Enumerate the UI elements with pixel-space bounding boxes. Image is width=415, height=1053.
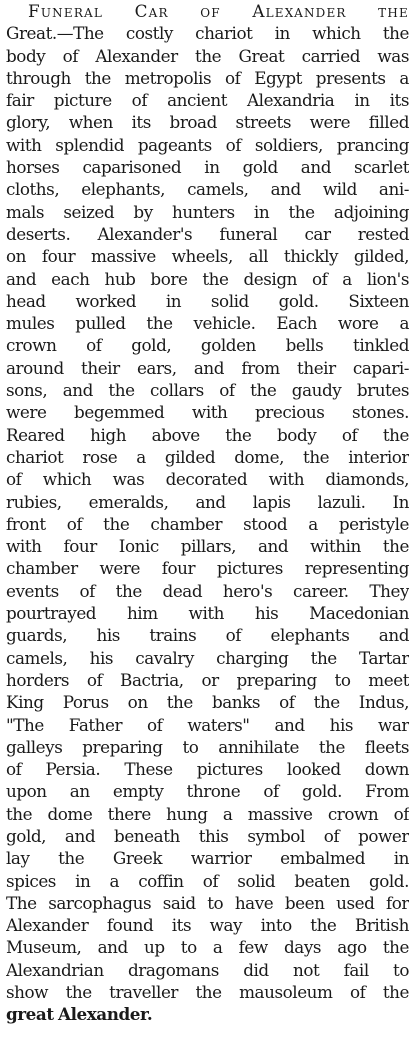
article-line: events of the dead hero's career. They <box>6 580 409 601</box>
article-line: front of the chamber stood a peristyle <box>6 513 409 534</box>
article-line: on four massive wheels, all thickly gilded, <box>6 246 409 267</box>
article-line: through the metropolis of Egypt presents a <box>6 67 409 88</box>
article-line: of which was decorated with diamonds, <box>6 469 409 490</box>
article-line: glory, when its broad streets were filled <box>6 112 409 133</box>
article-line: The sarcophagus said to have been used for <box>6 892 409 913</box>
article-line: horders of Bactria, or preparing to meet <box>6 669 409 690</box>
article-line: the dome there hung a massive crown of <box>6 803 409 824</box>
article-line: pourtrayed him with his Macedonian <box>6 603 409 624</box>
article-line: horses caparisoned in gold and scarlet <box>6 157 409 178</box>
article-line: King Porus on the banks of the Indus, <box>6 692 409 713</box>
article-line: of Persia. These pictures looked down <box>6 759 409 780</box>
article-line: Alexander found its way into the British <box>6 915 409 936</box>
article-line: guards, his trains of elephants and <box>6 625 409 646</box>
article-line: great Alexander. <box>6 1004 153 1025</box>
article-line: chamber were four pictures representing <box>6 558 409 579</box>
article-line: cloths, elephants, camels, and wild ani- <box>6 179 409 200</box>
article-line: with four Ionic pillars, and within the <box>6 536 409 557</box>
article-line: fair picture of ancient Alexandria in its <box>6 90 409 111</box>
article-line: chariot rose a gilded dome, the interior <box>6 446 409 467</box>
article-line: deserts. Alexander's funeral car rested <box>6 223 409 244</box>
article-line: Great.—The costly chariot in which the <box>6 23 409 44</box>
article-line: rubies, emeralds, and lapis lazuli. In <box>6 491 409 512</box>
article-line: Funeral Car of Alexander the <box>28 1 409 21</box>
article-line: Museum, and up to a few days ago the <box>6 937 409 958</box>
article-line: with splendid pageants of soldiers, prancing <box>6 134 409 155</box>
article-line: sons, and the collars of the gaudy brutes <box>6 380 409 401</box>
article-line: around their ears, and from their capari- <box>6 357 409 378</box>
article-line: Reared high above the body of the <box>6 424 409 445</box>
article-line: mals seized by hunters in the adjoining <box>6 201 409 222</box>
article-line: camels, his cavalry charging the Tartar <box>6 647 409 668</box>
article-line: head worked in solid gold. Sixteen <box>6 290 409 311</box>
article-line: upon an empty throne of gold. From <box>6 781 409 802</box>
article-line: were begemmed with precious stones. <box>6 402 409 423</box>
article-line: mules pulled the vehicle. Each wore a <box>6 313 409 334</box>
article-line: galleys preparing to annihilate the fleets <box>6 736 409 757</box>
article-line: spices in a coffin of solid beaten gold. <box>6 870 409 891</box>
article-line: crown of gold, golden bells tinkled <box>6 335 409 356</box>
article-line: Alexandrian dragomans did not fail to <box>6 959 409 980</box>
article-line: show the traveller the mausoleum of the <box>6 982 409 1003</box>
article-line: lay the Greek warrior embalmed in <box>6 848 409 869</box>
article-line: body of Alexander the Great carried was <box>6 45 409 66</box>
article-line: and each hub bore the design of a lion's <box>6 268 409 289</box>
article-line: gold, and beneath this symbol of power <box>6 825 409 846</box>
article-line: "The Father of waters" and his war <box>6 714 409 735</box>
